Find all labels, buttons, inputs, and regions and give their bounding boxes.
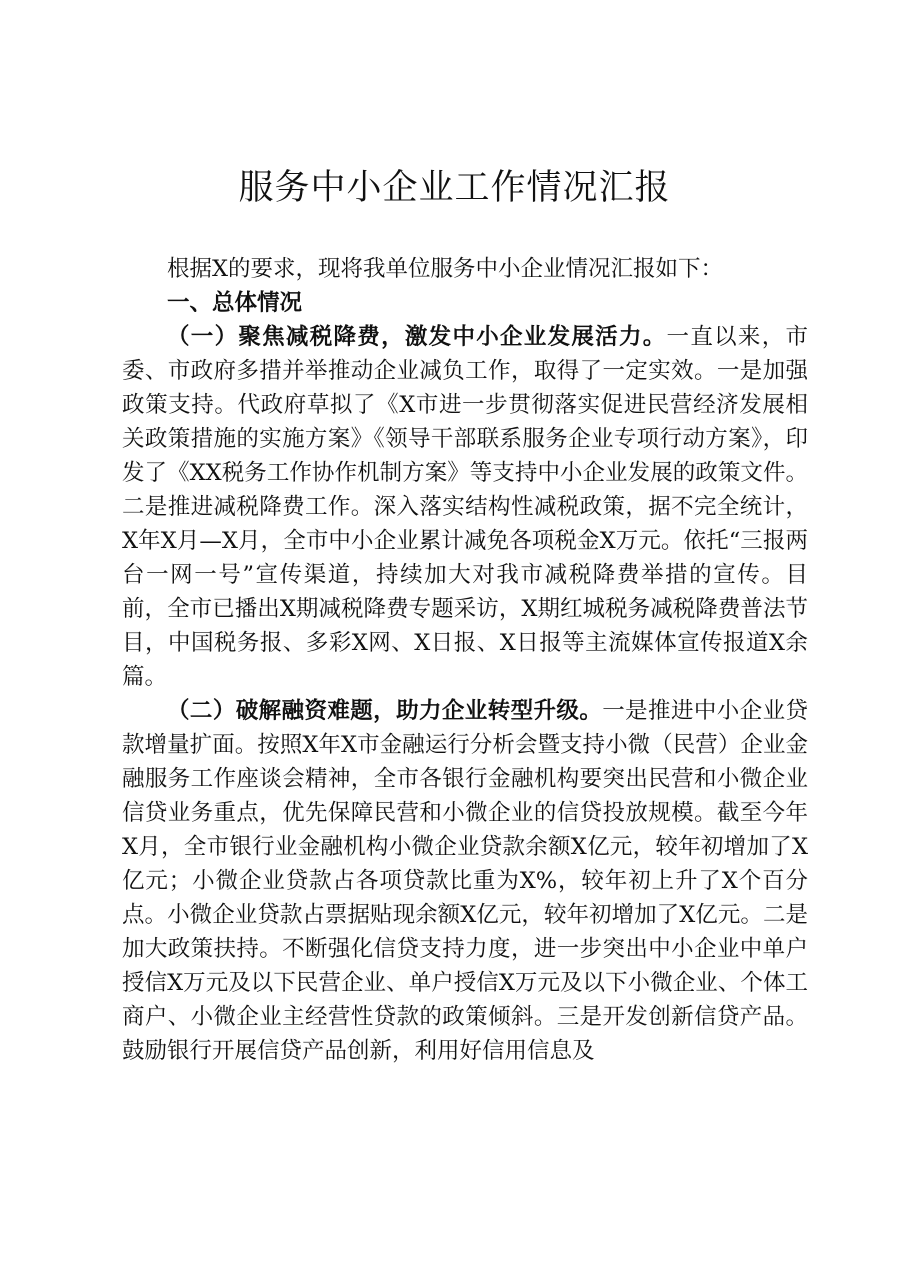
paragraph-lead: （一）聚焦减税降费，激发中小企业发展活力。 — [167, 324, 667, 350]
paragraph-tax-reduction — [122, 320, 808, 694]
intro-paragraph: 根据X的要求，现将我单位服务中小企业情况汇报如下： — [167, 256, 724, 282]
document-title: 服务中小企业工作情况汇报 — [238, 168, 671, 208]
section-heading-overview: 一、总体情况 — [167, 290, 303, 316]
paragraph-lead: （二）破解融资难题，助力企业转型升级。 — [167, 698, 603, 724]
paragraph-text: 一是推进中小企业贷款增量扩面。按照X年X市金融运行分析会暨支持小微（民营）企业金融服务工作座谈会精神，全市各银行金融机构要突出民营和小微企业信贷业务重点，优先保障民营和小微企业的信贷投放规模。截至今年X月，全市银行业金融机构小微企业贷款余额X亿元，较年初增加了X亿元；小微企业贷款占各项贷款比重为X%，较年初上升了X个百分点。小微企业贷款占票据贴现余额X亿元，较年初增加了X亿元。二是加大政策扶持。不断强化信贷支持力度，进一步突出中小企业中单户授信X万元及以下民营企业、单户授信X万元及以下小微企业、个体工商户、小微企业主经营性贷款的政策倾斜。三是开发创新信贷产品。鼓励银行开展信贷产品创新，利用好信用信息及 — [122, 698, 808, 1064]
document-body — [122, 252, 808, 1068]
paragraph-text: 一直以来，市委、市政府多措并举推动企业减负工作，取得了一定实效。一是加强政策支持。代政府草拟了《X市进一步贯彻落实促进民营经济发展相关政策措施的实施方案》《领导干部联系服务企业专项行动方案》，印发了《XX税务工作协作机制方案》等支持中小企业发展的政策文件。二是推进减税降费工作。深入落实结构性减税政策，据不完全统计，X年X月—X月，全市中小企业累计减免各项税金X万元。依托“三报两台一网一号”宣传渠道，持续加大对我市减税降费举措的宣传。目前，全市已播出X期减税降费专题采访，X期红城税务减税降费普法节目，中国税务报、多彩X网、X日报、X日报等主流媒体宣传报道X余篇。 — [122, 324, 808, 690]
paragraph-financing — [122, 694, 808, 1068]
